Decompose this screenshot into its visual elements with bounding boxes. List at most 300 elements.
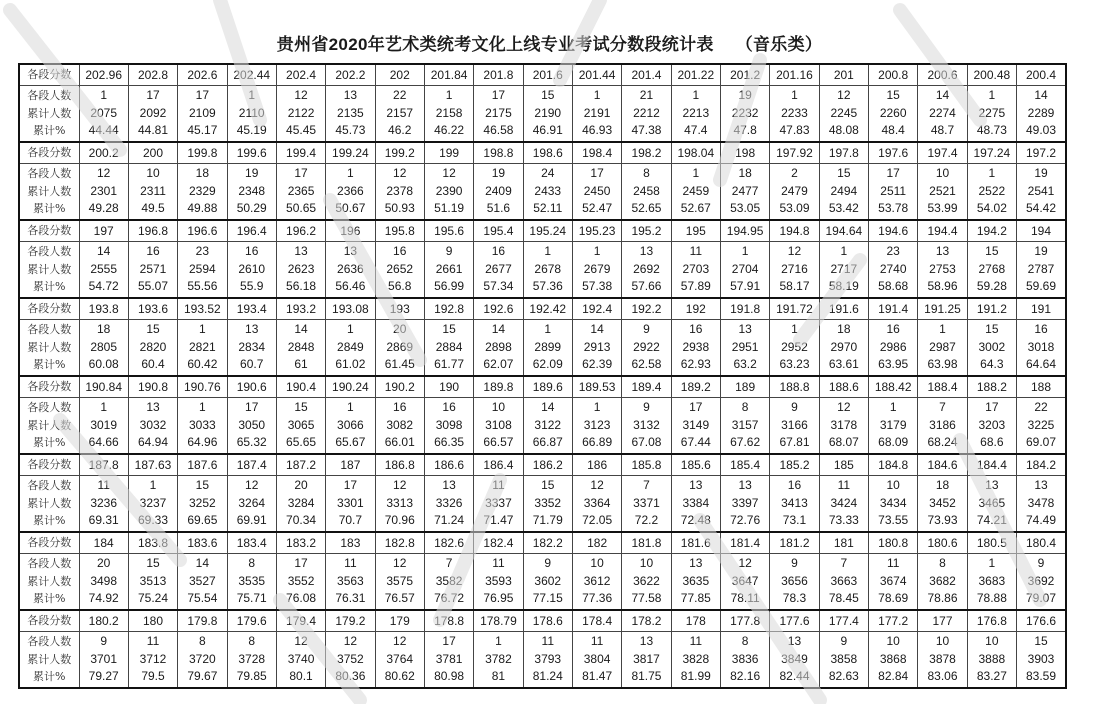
percent-value: 75.54 bbox=[187, 591, 218, 606]
percent-value: 57.36 bbox=[532, 279, 563, 294]
score-cell: 198.04 bbox=[671, 142, 720, 164]
percent-value: 81 bbox=[491, 669, 506, 684]
stats-cell bbox=[720, 164, 769, 221]
count-value: 1 bbox=[988, 556, 996, 571]
percent-value: 64.94 bbox=[138, 435, 169, 450]
score-cell: 192.2 bbox=[622, 298, 671, 320]
percent-value: 53.99 bbox=[927, 201, 958, 216]
stats-cell bbox=[276, 320, 325, 377]
cumulative-value: 3478 bbox=[1027, 495, 1055, 510]
score-cell: 198 bbox=[720, 142, 769, 164]
cumulative-value: 2594 bbox=[189, 261, 216, 276]
percent-value: 61.02 bbox=[335, 357, 366, 372]
cumulative-value: 2365 bbox=[287, 183, 315, 198]
count-value: 14 bbox=[590, 322, 604, 337]
percent-value: 54.42 bbox=[1026, 201, 1057, 216]
score-distribution-table bbox=[18, 63, 1067, 689]
percent-value: 81.99 bbox=[680, 669, 711, 684]
score-cell: 199.2 bbox=[375, 142, 424, 164]
stats-cell bbox=[375, 632, 424, 689]
stats-cell bbox=[178, 86, 227, 143]
percent-value: 49.88 bbox=[187, 201, 218, 216]
cumulative-value: 3337 bbox=[485, 495, 512, 510]
cumulative-value: 3683 bbox=[978, 573, 1006, 588]
cumulative-value: 3682 bbox=[929, 573, 956, 588]
score-cell: 197 bbox=[79, 220, 128, 242]
stats-cell bbox=[622, 86, 671, 143]
cumulative-value: 2191 bbox=[583, 105, 611, 120]
percent-value: 62.39 bbox=[582, 357, 613, 372]
row-labels-stats bbox=[19, 554, 79, 611]
count-value: 10 bbox=[886, 634, 900, 649]
count-value: 17 bbox=[245, 400, 259, 415]
cumulative-value: 3740 bbox=[287, 651, 315, 666]
stats-cell bbox=[869, 398, 918, 455]
score-cell: 180.6 bbox=[918, 532, 967, 554]
count-value: 13 bbox=[639, 634, 654, 649]
cumulative-value: 2092 bbox=[139, 105, 167, 120]
row-labels-stats bbox=[19, 632, 79, 689]
score-cell: 191.25 bbox=[918, 298, 967, 320]
cumulative-value: 3019 bbox=[90, 417, 118, 432]
stats-cell bbox=[671, 632, 720, 689]
cumulative-value: 2849 bbox=[337, 339, 364, 354]
percent-value: 56.18 bbox=[286, 279, 317, 294]
stats-cell bbox=[523, 476, 572, 533]
count-value: 24 bbox=[541, 166, 555, 181]
cumulative-value: 2275 bbox=[978, 105, 1006, 120]
stats-cell bbox=[918, 476, 967, 533]
percent-value: 80.98 bbox=[434, 669, 465, 684]
count-value: 9 bbox=[544, 556, 552, 571]
cumulative-value: 3575 bbox=[386, 573, 414, 588]
stats-cell bbox=[572, 632, 621, 689]
count-value: 13 bbox=[1034, 478, 1048, 493]
stats-cell bbox=[918, 554, 967, 611]
percent-value: 64.64 bbox=[1026, 357, 1057, 372]
count-value: 16 bbox=[245, 244, 259, 259]
percent-value: 56.8 bbox=[388, 279, 412, 294]
score-cell: 181 bbox=[819, 532, 868, 554]
count-value: 14 bbox=[96, 244, 111, 259]
count-value: 17 bbox=[689, 400, 703, 415]
percent-value: 60.4 bbox=[141, 357, 165, 372]
percent-value: 69.33 bbox=[138, 513, 169, 528]
score-cell: 182.2 bbox=[523, 532, 572, 554]
count-value: 12 bbox=[738, 556, 752, 571]
percent-value: 80.62 bbox=[384, 669, 415, 684]
count-value: 8 bbox=[248, 556, 256, 571]
score-cell: 177 bbox=[918, 610, 967, 632]
stats-cell bbox=[622, 554, 671, 611]
percent-value: 58.17 bbox=[779, 279, 810, 294]
score-cell: 179.4 bbox=[276, 610, 325, 632]
percent-value: 66.57 bbox=[483, 435, 514, 450]
percent-value: 57.34 bbox=[483, 279, 514, 294]
cumulative-value: 2348 bbox=[238, 183, 266, 198]
percent-value: 53.78 bbox=[878, 201, 909, 216]
stats-cell bbox=[869, 632, 918, 689]
cumulative-value: 3264 bbox=[238, 495, 266, 510]
score-cell: 184.6 bbox=[918, 454, 967, 476]
stats-cell bbox=[1017, 398, 1066, 455]
score-cell: 202.4 bbox=[276, 64, 325, 86]
score-cell: 182.6 bbox=[424, 532, 473, 554]
score-cell: 183.4 bbox=[227, 532, 276, 554]
count-value: 12 bbox=[590, 478, 604, 493]
score-cell: 197.4 bbox=[918, 142, 967, 164]
percent-value: 71.47 bbox=[483, 513, 514, 528]
count-value: 12 bbox=[96, 166, 111, 181]
stats-cell bbox=[918, 164, 967, 221]
row-labels-stats bbox=[19, 164, 79, 221]
score-cell: 201.6 bbox=[523, 64, 572, 86]
percent-value: 81.47 bbox=[582, 669, 613, 684]
score-cell: 185.2 bbox=[770, 454, 819, 476]
row-label-percent: 累计% bbox=[33, 280, 66, 294]
stats-cell bbox=[276, 554, 325, 611]
cumulative-value: 3122 bbox=[534, 417, 562, 432]
cumulative-value: 2366 bbox=[337, 183, 364, 198]
row-label-score: 各段分数 bbox=[19, 532, 79, 554]
stats-cell bbox=[819, 164, 868, 221]
row-label-percent: 累计% bbox=[33, 592, 66, 606]
count-value: 1 bbox=[347, 400, 354, 415]
score-cell: 191.8 bbox=[720, 298, 769, 320]
cumulative-value: 3424 bbox=[830, 495, 858, 510]
percent-value: 60.42 bbox=[187, 357, 218, 372]
percent-value: 45.73 bbox=[335, 123, 366, 138]
stats-cell bbox=[671, 320, 720, 377]
score-cell: 202.96 bbox=[79, 64, 128, 86]
percent-value: 60.08 bbox=[88, 357, 119, 372]
score-cell: 189.4 bbox=[622, 376, 671, 398]
cumulative-value: 2922 bbox=[633, 339, 660, 354]
cumulative-value: 3364 bbox=[583, 495, 611, 510]
row-labels-stats bbox=[19, 398, 79, 455]
stats-cell bbox=[326, 164, 375, 221]
count-value: 10 bbox=[639, 556, 654, 571]
stats-cell bbox=[79, 398, 128, 455]
stats-cell bbox=[375, 242, 424, 299]
percent-value: 77.85 bbox=[680, 591, 711, 606]
stats-cell bbox=[227, 398, 276, 455]
percent-value: 80.36 bbox=[335, 669, 366, 684]
stats-cell bbox=[128, 554, 177, 611]
row-labels-stats bbox=[19, 476, 79, 533]
cumulative-value: 3157 bbox=[731, 417, 759, 432]
stats-cell bbox=[276, 476, 325, 533]
cumulative-value: 2301 bbox=[90, 183, 118, 198]
cumulative-value: 3878 bbox=[929, 651, 956, 666]
cumulative-value: 3082 bbox=[386, 417, 414, 432]
score-cell: 193.4 bbox=[227, 298, 276, 320]
stats-cell bbox=[869, 86, 918, 143]
score-cell: 183.6 bbox=[178, 532, 227, 554]
cumulative-value: 3132 bbox=[633, 417, 660, 432]
score-cell: 189.2 bbox=[671, 376, 720, 398]
stats-cell bbox=[474, 554, 523, 611]
percent-value: 45.45 bbox=[286, 123, 317, 138]
stats-cell bbox=[326, 398, 375, 455]
score-cell: 182 bbox=[572, 532, 621, 554]
cumulative-value: 2821 bbox=[189, 339, 216, 354]
stats-cell bbox=[424, 632, 473, 689]
stats-cell bbox=[227, 554, 276, 611]
score-cell: 194.95 bbox=[720, 220, 769, 242]
percent-value: 63.98 bbox=[927, 357, 958, 372]
stats-cell bbox=[967, 242, 1016, 299]
count-value: 1 bbox=[791, 322, 798, 337]
cumulative-value: 3582 bbox=[435, 573, 463, 588]
score-cell: 197.8 bbox=[819, 142, 868, 164]
score-cell: 198.6 bbox=[523, 142, 572, 164]
score-cell: 178.6 bbox=[523, 610, 572, 632]
page-title bbox=[0, 30, 1099, 55]
cumulative-value: 3033 bbox=[189, 417, 216, 432]
count-value: 18 bbox=[935, 478, 950, 493]
row-label-score: 各段分数 bbox=[19, 298, 79, 320]
percent-value: 49.03 bbox=[1026, 123, 1057, 138]
percent-value: 47.8 bbox=[733, 123, 757, 138]
stats-cell bbox=[967, 320, 1016, 377]
count-value: 12 bbox=[787, 244, 802, 259]
stats-cell bbox=[79, 320, 128, 377]
cumulative-value: 3849 bbox=[781, 651, 808, 666]
count-value: 16 bbox=[1034, 322, 1048, 337]
score-cell: 191.72 bbox=[770, 298, 819, 320]
score-cell: 199.6 bbox=[227, 142, 276, 164]
score-cell: 197.6 bbox=[869, 142, 918, 164]
count-value: 8 bbox=[199, 634, 206, 649]
percent-value: 67.08 bbox=[631, 435, 662, 450]
cumulative-value: 3066 bbox=[337, 417, 364, 432]
count-value: 16 bbox=[146, 244, 160, 259]
stats-cell bbox=[720, 242, 769, 299]
cumulative-value: 3612 bbox=[583, 573, 611, 588]
percent-value: 67.62 bbox=[730, 435, 761, 450]
count-value: 8 bbox=[741, 634, 749, 649]
score-cell: 187.4 bbox=[227, 454, 276, 476]
percent-value: 83.06 bbox=[927, 669, 958, 684]
score-cell: 194.4 bbox=[918, 220, 967, 242]
score-cell: 201.22 bbox=[671, 64, 720, 86]
stats-cell bbox=[572, 164, 621, 221]
count-value: 12 bbox=[837, 400, 851, 415]
cumulative-value: 3593 bbox=[485, 573, 512, 588]
cumulative-value: 2661 bbox=[435, 261, 463, 276]
count-value: 23 bbox=[195, 244, 210, 259]
cumulative-value: 2433 bbox=[534, 183, 562, 198]
stats-cell bbox=[424, 86, 473, 143]
stats-cell bbox=[671, 86, 720, 143]
count-value: 10 bbox=[886, 478, 900, 493]
stats-row bbox=[19, 86, 1066, 143]
score-cell: 176.8 bbox=[967, 610, 1016, 632]
score-cell: 200.48 bbox=[967, 64, 1016, 86]
score-cell: 199 bbox=[424, 142, 473, 164]
count-value: 7 bbox=[643, 478, 650, 493]
percent-value: 74.21 bbox=[976, 513, 1007, 528]
percent-value: 71.24 bbox=[434, 513, 465, 528]
count-value: 9 bbox=[840, 634, 848, 649]
title-main: 贵州省2020年艺术类统考文化上线专业考试分数段统计表 bbox=[276, 35, 714, 54]
stats-cell bbox=[276, 398, 325, 455]
stats-cell bbox=[227, 320, 276, 377]
stats-cell bbox=[523, 632, 572, 689]
score-cell: 201 bbox=[819, 64, 868, 86]
percent-value: 50.65 bbox=[286, 201, 317, 216]
percent-value: 46.22 bbox=[434, 123, 465, 138]
count-value: 18 bbox=[837, 322, 851, 337]
cumulative-value: 2260 bbox=[879, 105, 907, 120]
score-cell: 188.6 bbox=[819, 376, 868, 398]
percent-value: 81.75 bbox=[631, 669, 662, 684]
count-value: 10 bbox=[146, 166, 160, 181]
cumulative-value: 2311 bbox=[140, 183, 166, 198]
percent-value: 62.58 bbox=[631, 357, 662, 372]
percent-value: 70.7 bbox=[338, 513, 363, 528]
percent-value: 82.16 bbox=[730, 669, 761, 684]
count-value: 1 bbox=[544, 322, 552, 337]
stats-cell bbox=[1017, 554, 1066, 611]
count-value: 18 bbox=[195, 166, 210, 181]
count-value: 12 bbox=[294, 634, 308, 649]
stats-cell bbox=[128, 476, 177, 533]
stats-cell bbox=[622, 242, 671, 299]
score-cell: 200.6 bbox=[918, 64, 967, 86]
stats-cell bbox=[1017, 242, 1066, 299]
stats-cell bbox=[326, 476, 375, 533]
percent-value: 75.24 bbox=[138, 591, 169, 606]
score-cell: 202.8 bbox=[128, 64, 177, 86]
percent-value: 57.38 bbox=[582, 279, 613, 294]
cumulative-value: 3108 bbox=[485, 417, 512, 432]
score-cell: 195 bbox=[671, 220, 720, 242]
count-value: 1 bbox=[692, 166, 700, 181]
count-value: 11 bbox=[344, 556, 357, 571]
cumulative-value: 3527 bbox=[189, 573, 216, 588]
count-value: 13 bbox=[343, 244, 358, 259]
score-cell: 196.8 bbox=[128, 220, 177, 242]
count-value: 1 bbox=[741, 244, 749, 259]
cumulative-value: 3178 bbox=[830, 417, 858, 432]
count-value: 17 bbox=[442, 634, 456, 649]
stats-cell bbox=[572, 398, 621, 455]
percent-value: 63.23 bbox=[779, 357, 810, 372]
count-value: 8 bbox=[741, 400, 749, 415]
count-value: 17 bbox=[195, 88, 210, 103]
count-value: 15 bbox=[985, 244, 999, 259]
cumulative-value: 2753 bbox=[929, 261, 956, 276]
cumulative-value: 2175 bbox=[485, 105, 512, 120]
score-cell: 193 bbox=[375, 298, 424, 320]
cumulative-value: 2913 bbox=[583, 339, 611, 354]
percent-value: 82.44 bbox=[779, 669, 810, 684]
stats-cell bbox=[79, 86, 128, 143]
score-cell: 192.8 bbox=[424, 298, 473, 320]
count-value: 9 bbox=[1037, 556, 1045, 571]
row-label-cumulative: 累计人数 bbox=[27, 106, 72, 120]
stats-cell bbox=[128, 242, 177, 299]
score-cell: 199.24 bbox=[326, 142, 375, 164]
stats-cell bbox=[474, 164, 523, 221]
stats-row bbox=[19, 632, 1066, 689]
cumulative-value: 2409 bbox=[485, 183, 512, 198]
stats-cell bbox=[967, 476, 1016, 533]
percent-value: 58.68 bbox=[878, 279, 909, 294]
cumulative-value: 2458 bbox=[633, 183, 660, 198]
count-value: 13 bbox=[689, 478, 703, 493]
stats-cell bbox=[622, 632, 671, 689]
stats-cell bbox=[770, 476, 819, 533]
stats-cell bbox=[79, 476, 128, 533]
cumulative-value: 3828 bbox=[682, 651, 710, 666]
count-value: 10 bbox=[491, 400, 506, 415]
cumulative-value: 3674 bbox=[879, 573, 907, 588]
score-cell: 182.8 bbox=[375, 532, 424, 554]
title-category: （音乐类） bbox=[735, 35, 823, 54]
score-cell: 190.2 bbox=[375, 376, 424, 398]
percent-value: 78.11 bbox=[730, 591, 760, 606]
cumulative-value: 3764 bbox=[386, 651, 414, 666]
score-cell: 199.4 bbox=[276, 142, 325, 164]
score-cell: 188.42 bbox=[869, 376, 918, 398]
cumulative-value: 3166 bbox=[781, 417, 808, 432]
stats-cell bbox=[227, 476, 276, 533]
score-cell: 194.64 bbox=[819, 220, 868, 242]
row-label-percent: 累计% bbox=[33, 358, 66, 372]
row-label-cumulative: 累计人数 bbox=[27, 496, 72, 510]
cumulative-value: 3284 bbox=[287, 495, 315, 510]
score-cell: 178 bbox=[671, 610, 720, 632]
cumulative-value: 3397 bbox=[731, 495, 759, 510]
count-value: 11 bbox=[492, 556, 505, 571]
count-value: 13 bbox=[146, 400, 160, 415]
score-cell: 191.6 bbox=[819, 298, 868, 320]
stats-cell bbox=[819, 632, 868, 689]
score-cell: 195.2 bbox=[622, 220, 671, 242]
cumulative-value: 2834 bbox=[238, 339, 266, 354]
cumulative-value: 3236 bbox=[90, 495, 118, 510]
count-value: 15 bbox=[195, 478, 210, 493]
score-cell: 180 bbox=[128, 610, 177, 632]
percent-value: 52.65 bbox=[631, 201, 662, 216]
stats-cell bbox=[523, 242, 572, 299]
count-value: 16 bbox=[491, 244, 506, 259]
stats-row bbox=[19, 242, 1066, 299]
score-cell: 190.4 bbox=[276, 376, 325, 398]
row-labels-stats bbox=[19, 86, 79, 143]
score-cell: 185.8 bbox=[622, 454, 671, 476]
cumulative-value: 2289 bbox=[1027, 105, 1055, 120]
cumulative-value: 2135 bbox=[337, 105, 364, 120]
percent-value: 58.96 bbox=[927, 279, 958, 294]
stats-cell bbox=[474, 320, 523, 377]
row-label-cumulative: 累计人数 bbox=[27, 340, 72, 354]
percent-value: 78.86 bbox=[927, 591, 958, 606]
score-cell: 186.2 bbox=[523, 454, 572, 476]
score-cell: 188 bbox=[1017, 376, 1066, 398]
percent-value: 55.56 bbox=[187, 279, 218, 294]
stats-cell bbox=[523, 554, 572, 611]
count-value: 15 bbox=[146, 556, 160, 571]
count-value: 1 bbox=[988, 88, 996, 103]
score-cell: 179.2 bbox=[326, 610, 375, 632]
count-value: 11 bbox=[689, 244, 703, 259]
cumulative-value: 2459 bbox=[682, 183, 710, 198]
cumulative-value: 2511 bbox=[880, 183, 907, 198]
